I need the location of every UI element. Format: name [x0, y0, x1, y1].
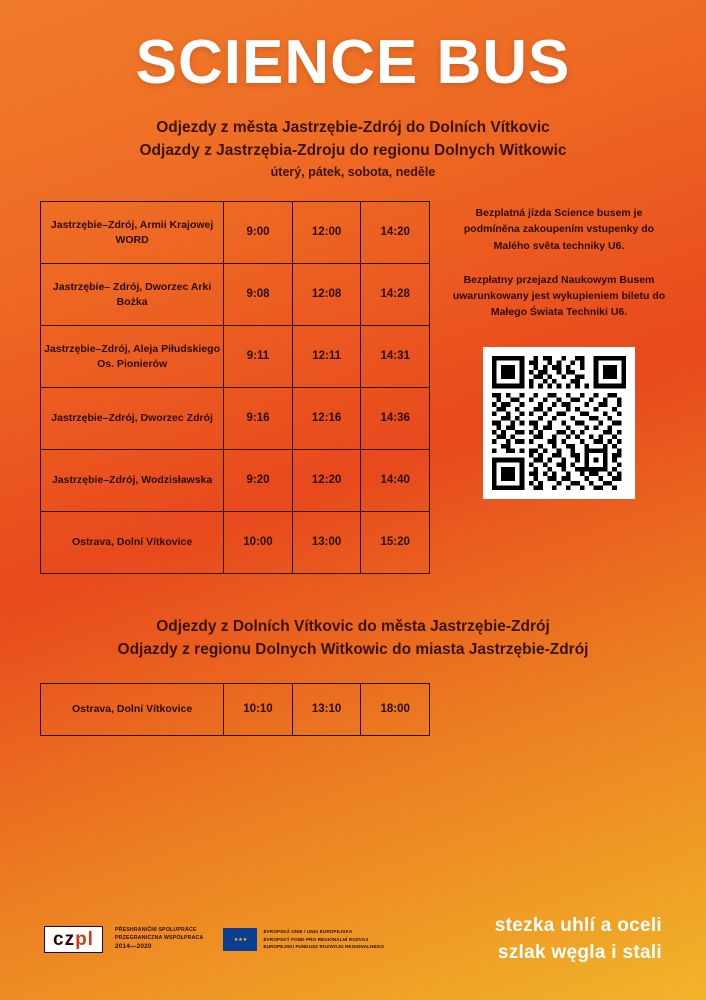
departure-time: 10:00 — [224, 512, 293, 574]
note-cs: Bezplatná jízda Science busem je podmíněna zakoupením vstupenky do Malého světa techniky U6. — [463, 207, 655, 252]
return-heading — [0, 616, 706, 661]
departure-time: 13:00 — [292, 512, 361, 574]
interreg-line3: 2014—2020 — [114, 943, 152, 951]
qr-code[interactable] — [483, 347, 635, 499]
slogan-pl: szlak węgla i stali — [497, 942, 662, 963]
table-row — [41, 326, 430, 388]
departure-time: 13:10 — [292, 683, 361, 735]
departure-time: 12:20 — [292, 450, 361, 512]
eu-logo-block — [223, 928, 384, 951]
page-title: SCIENCE BUS — [135, 28, 571, 97]
table-row — [41, 202, 430, 264]
eu-line1: EVROPSKÁ UNIE / UNIA EUROPEJSKA — [263, 929, 353, 935]
footer — [0, 915, 706, 964]
departure-time: 14:20 — [361, 202, 430, 264]
return-schedule-table — [40, 683, 430, 736]
czpl-cz: cz — [53, 929, 76, 950]
czpl-pl: pl — [75, 929, 94, 950]
departure-time: 14:31 — [361, 326, 430, 388]
outbound-heading — [0, 117, 706, 179]
stop-name: Jastrzębie–Zdrój, Wodzisławska — [41, 450, 224, 512]
outbound-schedule-table — [40, 201, 430, 574]
footer-slogan — [495, 915, 662, 964]
eu-stars: ★★★ — [233, 936, 248, 943]
departure-time: 12:16 — [292, 388, 361, 450]
departure-time: 14:40 — [361, 450, 430, 512]
departure-time: 14:36 — [361, 388, 430, 450]
stop-name: Jastrzębie– Zdrój, Dworzec Arki Bożka — [41, 264, 224, 326]
departure-time: 12:00 — [292, 202, 361, 264]
outbound-days: úterý, pátek, sobota, neděle — [270, 165, 436, 180]
interreg-text — [115, 927, 203, 952]
departure-time: 15:20 — [361, 512, 430, 574]
stop-name: Jastrzębie–Zdrój, Armii Krajowej WORD — [41, 202, 224, 264]
departure-time: 9:11 — [224, 326, 293, 388]
table-row — [41, 450, 430, 512]
return-heading-cs: Odjezdy z Dolních Vítkovic do města Jastrzębie-Zdrój — [156, 618, 550, 636]
outbound-heading-pl: Odjazdy z Jastrzębia-Zdroju do regionu Dolnych Witkowic — [139, 141, 567, 159]
outbound-content — [0, 201, 706, 574]
slogan-cs: stezka uhlí a oceli — [494, 915, 662, 936]
departure-time: 9:20 — [224, 450, 293, 512]
eu-flag-icon — [223, 928, 257, 951]
stop-name: Jastrzębie–Zdrój, Aleja Piłudskiego Os. Pionierów — [41, 326, 224, 388]
stop-name: Jastrzębie–Zdrój, Dworzec Zdrój — [41, 388, 224, 450]
czpl-logo — [44, 926, 103, 953]
table-row — [41, 264, 430, 326]
eu-text — [263, 928, 384, 950]
table-row — [41, 683, 430, 735]
footer-logos — [44, 926, 384, 953]
table-row — [41, 512, 430, 574]
qr-code-icon — [492, 356, 626, 490]
side-notes — [430, 201, 666, 499]
stop-name: Ostrava, Dolní Vítkovice — [41, 512, 224, 574]
eu-line3: EUROPEJSKI FUNDUSZ ROZWOJU REGIONALNEGO — [263, 944, 384, 950]
interreg-line1: PŘESHRANIČNÍ SPOLUPRÁCE — [114, 926, 197, 933]
outbound-table-wrap — [40, 201, 430, 574]
departure-time: 14:28 — [361, 264, 430, 326]
return-table-wrap — [0, 683, 706, 736]
stop-name: Ostrava, Dolní Vítkovice — [41, 683, 224, 735]
table-row — [41, 388, 430, 450]
eu-line2: EVROPSKÝ FOND PRO REGIONÁLNÍ ROZVOJ — [263, 936, 369, 942]
departure-time: 9:16 — [224, 388, 293, 450]
departure-time: 9:08 — [224, 264, 293, 326]
departure-time: 9:00 — [224, 202, 293, 264]
departure-time: 12:11 — [292, 326, 361, 388]
interreg-line2: PRZEGRANICZNA WSPÓŁPRACA — [114, 934, 204, 941]
note-pl: Bezpłatny przejazd Naukowym Busem uwarunkowany jest wykupieniem biletu do Małego Świata Techniki U6. — [452, 273, 666, 319]
departure-time: 18:00 — [361, 683, 430, 735]
outbound-heading-cs: Odjezdy z města Jastrzębie-Zdrój do Dolních Vítkovic — [156, 119, 550, 137]
return-heading-pl: Odjazdy z regionu Dolnych Witkowic do miasta Jastrzębie-Zdrój — [117, 640, 589, 658]
departure-time: 10:10 — [224, 683, 293, 735]
departure-time: 12:08 — [292, 264, 361, 326]
